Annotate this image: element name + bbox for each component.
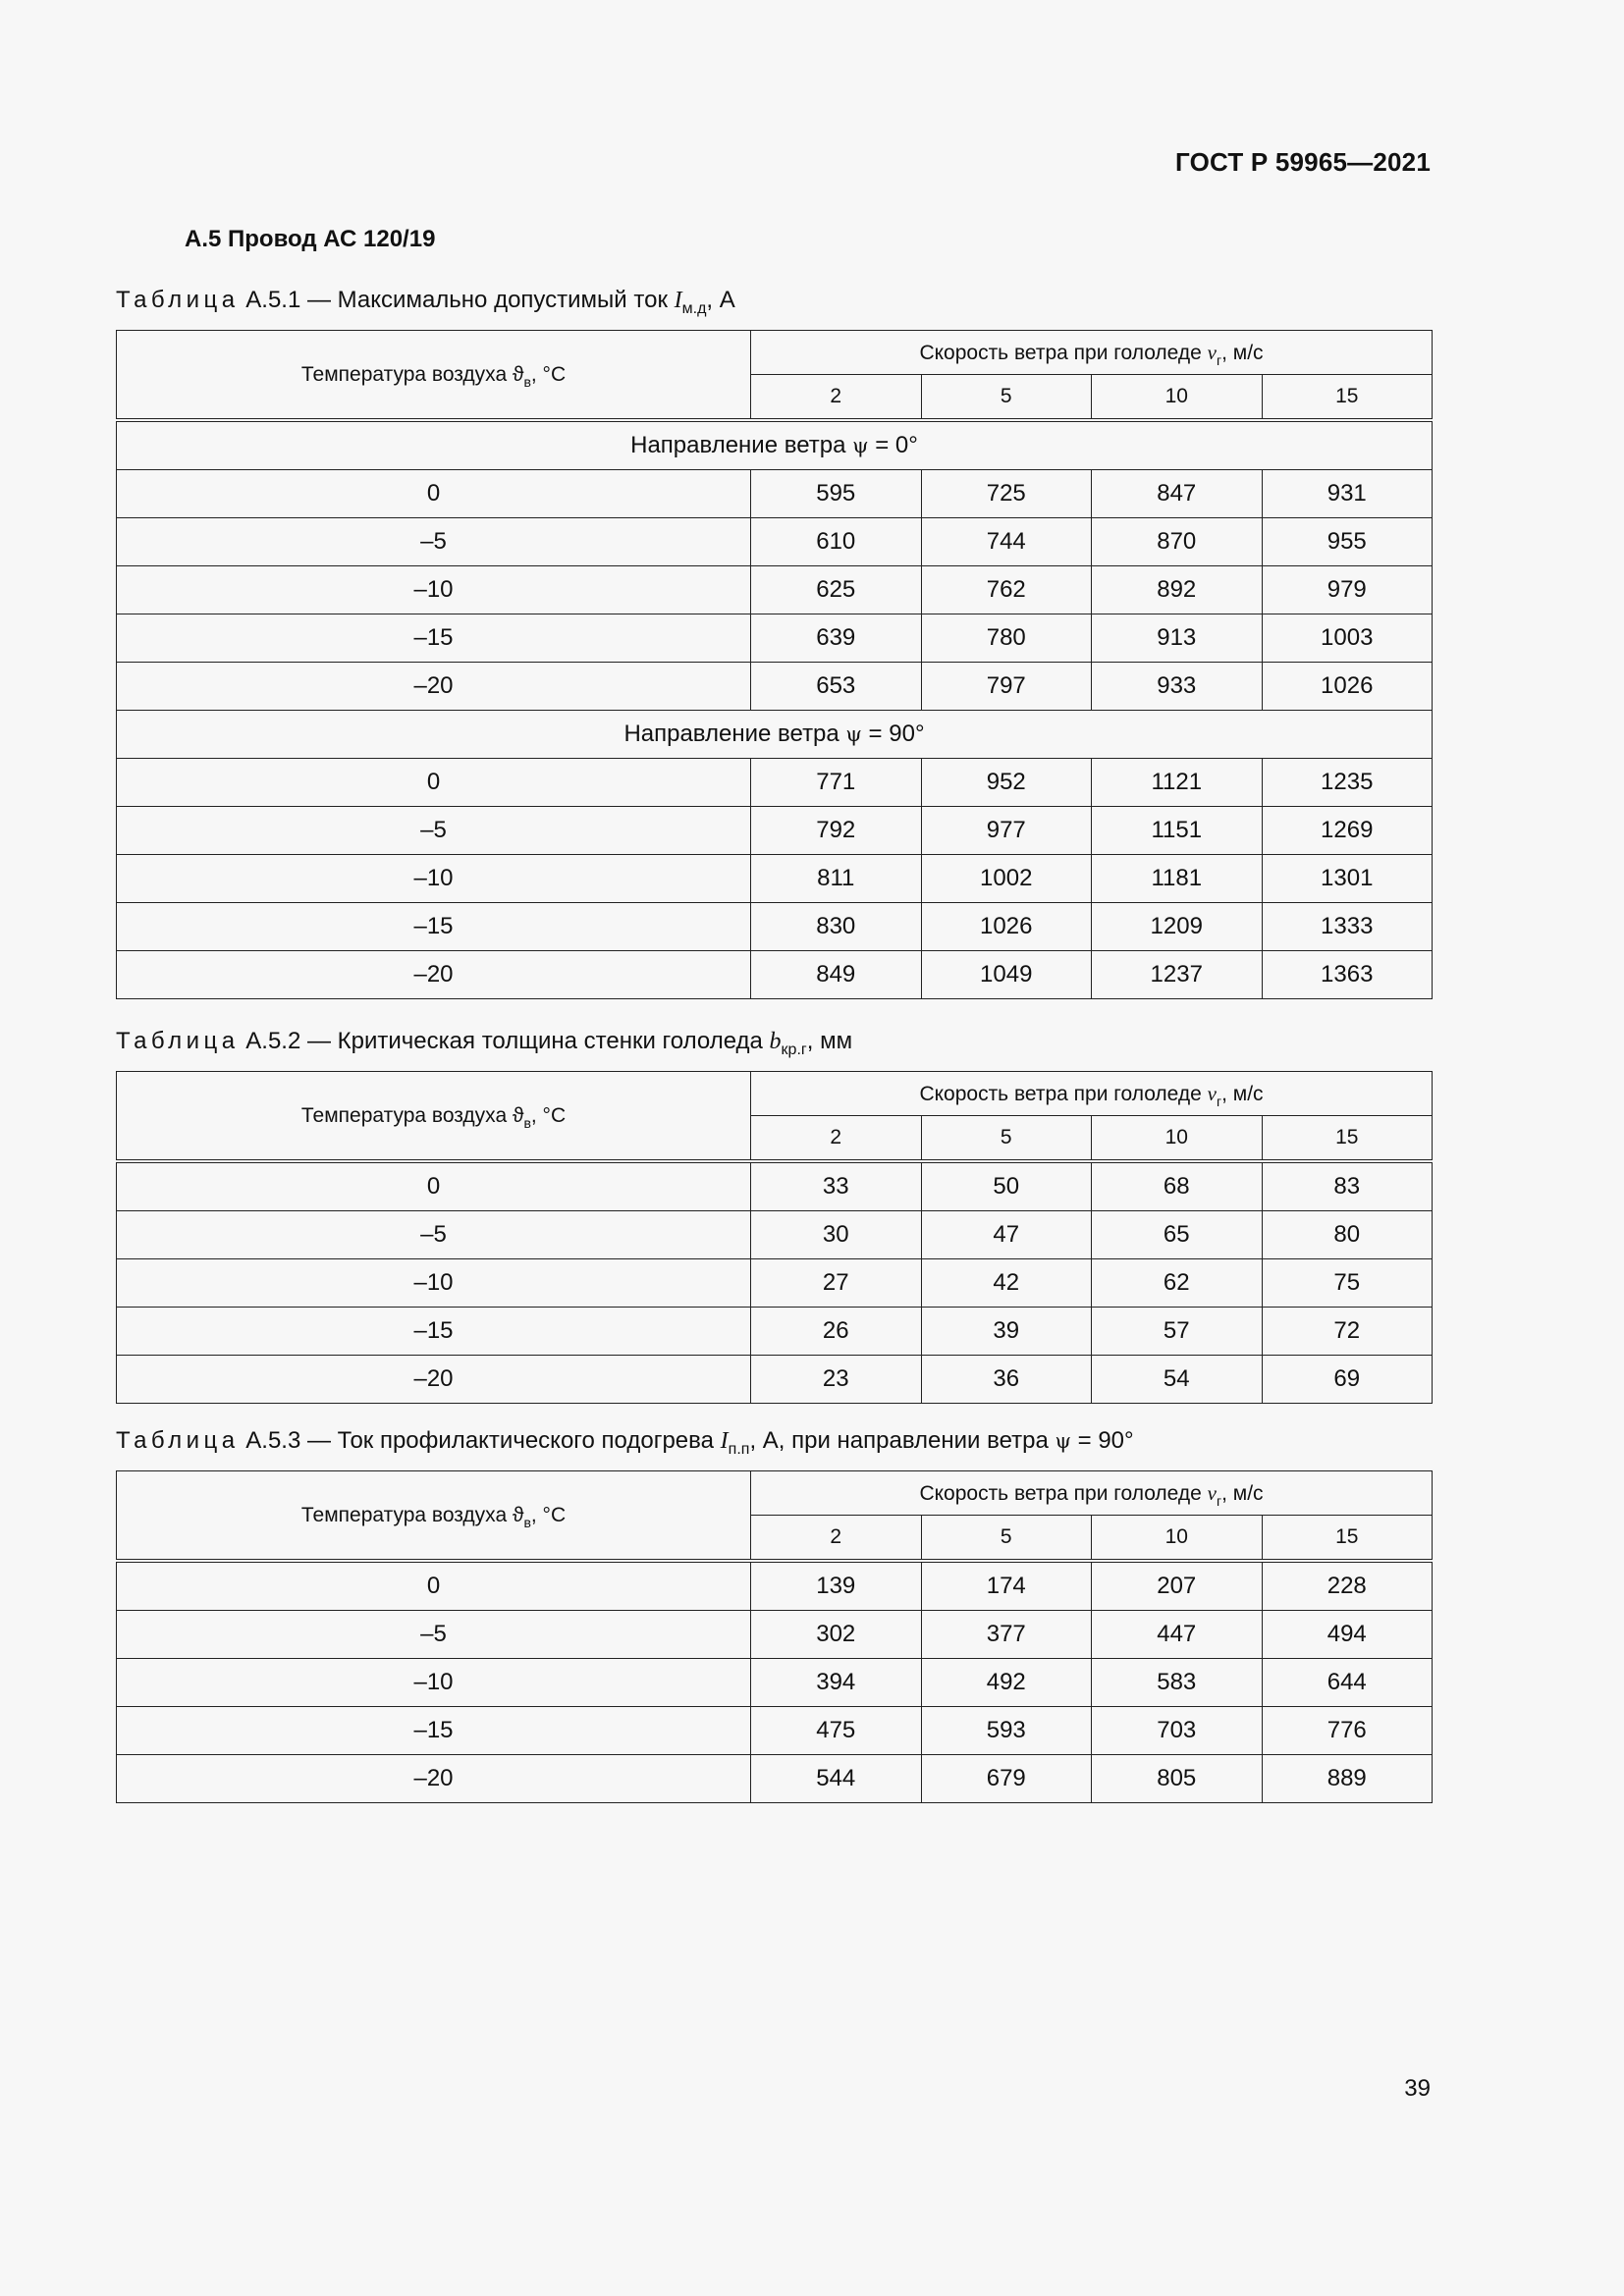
caption-tail: , мм	[806, 1028, 853, 1054]
header-row	[117, 1471, 1433, 1516]
page-number: 39	[1404, 2075, 1431, 2102]
value-cell: 1002	[921, 855, 1092, 903]
value-cell: 54	[1092, 1356, 1263, 1404]
temperature-cell: –15	[117, 903, 751, 951]
speed-value: 2	[751, 1516, 922, 1562]
value-cell: 494	[1262, 1611, 1433, 1659]
psi-symbol: ψ	[845, 722, 862, 746]
speed-value: 2	[751, 1116, 922, 1162]
temperature-cell: –15	[117, 1707, 751, 1755]
table-row	[117, 1659, 1433, 1707]
group-label-prefix: Направление ветра	[623, 721, 846, 747]
speed-variable: v	[1207, 1081, 1217, 1105]
value-cell: 780	[921, 614, 1092, 663]
caption-variable: b	[769, 1029, 782, 1054]
value-cell: 42	[921, 1259, 1092, 1308]
temperature-column-header	[117, 1072, 751, 1162]
value-cell: 65	[1092, 1211, 1263, 1259]
value-cell: 57	[1092, 1308, 1263, 1356]
temp-unit: , °С	[530, 1103, 567, 1127]
temperature-cell: –20	[117, 1755, 751, 1803]
value-cell: 931	[1262, 470, 1433, 518]
value-cell: 68	[1092, 1161, 1263, 1211]
speed-value: 2	[751, 375, 922, 421]
table-row	[117, 518, 1433, 566]
table-row	[117, 1707, 1433, 1755]
psi-symbol: ψ	[1055, 1429, 1071, 1453]
value-cell: 830	[751, 903, 922, 951]
temperature-cell: –10	[117, 1259, 751, 1308]
temp-unit: , °С	[530, 362, 567, 386]
speed-variable: v	[1207, 340, 1217, 364]
value-cell: 797	[921, 663, 1092, 711]
value-cell: 1121	[1092, 759, 1263, 807]
value-cell: 744	[921, 518, 1092, 566]
value-cell: 1333	[1262, 903, 1433, 951]
speed-value: 5	[921, 1516, 1092, 1562]
psi-symbol: ψ	[852, 434, 869, 457]
value-cell: 703	[1092, 1707, 1263, 1755]
wind-direction-label	[117, 420, 1433, 470]
value-cell: 394	[751, 1659, 922, 1707]
temperature-cell: 0	[117, 1161, 751, 1211]
header-row	[117, 1072, 1433, 1116]
temperature-cell: –5	[117, 518, 751, 566]
value-cell: 1181	[1092, 855, 1263, 903]
value-cell: 492	[921, 1659, 1092, 1707]
value-cell: 1026	[1262, 663, 1433, 711]
speed-variable: v	[1207, 1480, 1217, 1505]
temp-subscript: в	[523, 1114, 531, 1131]
speed-unit: , м/с	[1221, 1082, 1264, 1105]
table-row	[117, 951, 1433, 999]
value-cell: 80	[1262, 1211, 1433, 1259]
speed-label: Скорость ветра при гололеде	[919, 1082, 1208, 1105]
value-cell: 1209	[1092, 903, 1263, 951]
value-cell: 207	[1092, 1561, 1263, 1611]
temp-unit: , °С	[530, 1503, 567, 1526]
value-cell: 447	[1092, 1611, 1263, 1659]
value-cell: 892	[1092, 566, 1263, 614]
value-cell: 30	[751, 1211, 922, 1259]
temperature-column-header	[117, 331, 751, 421]
speed-value: 15	[1262, 375, 1433, 421]
table-row	[117, 807, 1433, 855]
value-cell: 870	[1092, 518, 1263, 566]
caption-subscript: п.п	[728, 1440, 750, 1458]
value-cell: 1363	[1262, 951, 1433, 999]
table-row	[117, 855, 1433, 903]
value-cell: 83	[1262, 1161, 1433, 1211]
value-cell: 1003	[1262, 614, 1433, 663]
caption-subscript: кр.г	[781, 1041, 807, 1058]
caption-mid: , А, при направлении ветра	[749, 1427, 1056, 1454]
value-cell: 139	[751, 1561, 922, 1611]
document-id: ГОСТ Р 59965—2021	[1175, 147, 1431, 177]
value-cell: 72	[1262, 1308, 1433, 1356]
value-cell: 33	[751, 1161, 922, 1211]
value-cell: 1301	[1262, 855, 1433, 903]
value-cell: 762	[921, 566, 1092, 614]
value-cell: 1237	[1092, 951, 1263, 999]
table-row	[117, 470, 1433, 518]
caption-variable: I	[720, 1428, 729, 1454]
group-label-suffix: = 0°	[868, 432, 918, 458]
wind-speed-header	[751, 331, 1433, 375]
caption-text: — Максимально допустимый ток	[300, 287, 675, 313]
caption-word: Таблица	[116, 1028, 240, 1054]
value-cell: 544	[751, 1755, 922, 1803]
speed-value: 5	[921, 1116, 1092, 1162]
value-cell: 955	[1262, 518, 1433, 566]
caption-text: — Ток профилактического подогрева	[300, 1427, 721, 1454]
value-cell: 610	[751, 518, 922, 566]
temperature-cell: –15	[117, 1308, 751, 1356]
header-row	[117, 331, 1433, 375]
speed-unit: , м/с	[1221, 341, 1264, 364]
temperature-cell: –5	[117, 1211, 751, 1259]
value-cell: 977	[921, 807, 1092, 855]
value-cell: 27	[751, 1259, 922, 1308]
table-2-caption	[116, 1028, 852, 1059]
value-cell: 979	[1262, 566, 1433, 614]
value-cell: 26	[751, 1308, 922, 1356]
table-3	[116, 1470, 1433, 1803]
value-cell: 36	[921, 1356, 1092, 1404]
group-label-prefix: Направление ветра	[630, 432, 853, 458]
caption-tail: , А	[706, 287, 735, 313]
value-cell: 889	[1262, 1755, 1433, 1803]
value-cell: 653	[751, 663, 922, 711]
table-1	[116, 330, 1433, 999]
value-cell: 644	[1262, 1659, 1433, 1707]
temperature-cell: –20	[117, 663, 751, 711]
speed-value: 5	[921, 375, 1092, 421]
caption-id: А.5.3	[245, 1427, 301, 1454]
value-cell: 811	[751, 855, 922, 903]
value-cell: 913	[1092, 614, 1263, 663]
value-cell: 679	[921, 1755, 1092, 1803]
table-row	[117, 759, 1433, 807]
temperature-cell: –5	[117, 1611, 751, 1659]
caption-variable: I	[674, 288, 682, 313]
speed-label: Скорость ветра при гололеде	[919, 1481, 1208, 1505]
temp-subscript: в	[523, 373, 531, 390]
value-cell: 771	[751, 759, 922, 807]
caption-tail: = 90°	[1070, 1427, 1134, 1454]
temperature-cell: –20	[117, 1356, 751, 1404]
wind-speed-header	[751, 1072, 1433, 1116]
value-cell: 1235	[1262, 759, 1433, 807]
value-cell: 23	[751, 1356, 922, 1404]
speed-value: 10	[1092, 375, 1263, 421]
caption-id: А.5.2	[245, 1028, 301, 1054]
value-cell: 583	[1092, 1659, 1263, 1707]
value-cell: 595	[751, 470, 922, 518]
value-cell: 47	[921, 1211, 1092, 1259]
speed-label: Скорость ветра при гололеде	[919, 341, 1208, 364]
caption-subscript: м.д	[681, 299, 707, 317]
table-row	[117, 903, 1433, 951]
value-cell: 39	[921, 1308, 1092, 1356]
table-row	[117, 1755, 1433, 1803]
temperature-cell: 0	[117, 1561, 751, 1611]
speed-value: 15	[1262, 1516, 1433, 1562]
value-cell: 933	[1092, 663, 1263, 711]
value-cell: 805	[1092, 1755, 1263, 1803]
speed-value: 15	[1262, 1116, 1433, 1162]
table-row	[117, 1356, 1433, 1404]
value-cell: 62	[1092, 1259, 1263, 1308]
group-row	[117, 420, 1433, 470]
group-label-suffix: = 90°	[861, 721, 925, 747]
temperature-cell: –10	[117, 855, 751, 903]
table-row	[117, 1308, 1433, 1356]
value-cell: 639	[751, 614, 922, 663]
speed-subscript: г	[1216, 1093, 1222, 1109]
caption-word: Таблица	[116, 287, 240, 313]
value-cell: 475	[751, 1707, 922, 1755]
table-row	[117, 1611, 1433, 1659]
value-cell: 593	[921, 1707, 1092, 1755]
table-row	[117, 1561, 1433, 1611]
wind-speed-header	[751, 1471, 1433, 1516]
caption-text: — Критическая толщина стенки гололеда	[300, 1028, 770, 1054]
value-cell: 174	[921, 1561, 1092, 1611]
speed-subscript: г	[1216, 351, 1222, 368]
group-row	[117, 711, 1433, 759]
table-2	[116, 1071, 1433, 1404]
temp-label: Температура воздуха ϑ	[300, 1503, 524, 1526]
value-cell: 776	[1262, 1707, 1433, 1755]
temperature-cell: 0	[117, 759, 751, 807]
table-row	[117, 663, 1433, 711]
value-cell: 50	[921, 1161, 1092, 1211]
caption-word: Таблица	[116, 1427, 240, 1454]
speed-unit: , м/с	[1221, 1481, 1264, 1505]
value-cell: 849	[751, 951, 922, 999]
value-cell: 847	[1092, 470, 1263, 518]
value-cell: 69	[1262, 1356, 1433, 1404]
temperature-cell: 0	[117, 470, 751, 518]
temperature-cell: –20	[117, 951, 751, 999]
speed-subscript: г	[1216, 1492, 1222, 1509]
value-cell: 1049	[921, 951, 1092, 999]
speed-value: 10	[1092, 1116, 1263, 1162]
speed-value: 10	[1092, 1516, 1263, 1562]
temperature-cell: –10	[117, 566, 751, 614]
value-cell: 75	[1262, 1259, 1433, 1308]
table-row	[117, 1161, 1433, 1211]
value-cell: 952	[921, 759, 1092, 807]
temperature-cell: –10	[117, 1659, 751, 1707]
value-cell: 1026	[921, 903, 1092, 951]
temperature-cell: –15	[117, 614, 751, 663]
temperature-cell: –5	[117, 807, 751, 855]
table-row	[117, 1259, 1433, 1308]
table-1-caption	[116, 287, 735, 318]
section-title: А.5 Провод АС 120/19	[185, 226, 436, 252]
value-cell: 625	[751, 566, 922, 614]
value-cell: 1151	[1092, 807, 1263, 855]
table-row	[117, 566, 1433, 614]
value-cell: 377	[921, 1611, 1092, 1659]
table-row	[117, 614, 1433, 663]
caption-id: А.5.1	[245, 287, 301, 313]
temperature-column-header	[117, 1471, 751, 1562]
value-cell: 228	[1262, 1561, 1433, 1611]
table-3-caption	[116, 1427, 1134, 1459]
temp-label: Температура воздуха ϑ	[300, 1103, 524, 1127]
temp-label: Температура воздуха ϑ	[300, 362, 524, 386]
value-cell: 302	[751, 1611, 922, 1659]
table-row	[117, 1211, 1433, 1259]
value-cell: 1269	[1262, 807, 1433, 855]
value-cell: 725	[921, 470, 1092, 518]
wind-direction-label	[117, 711, 1433, 759]
temp-subscript: в	[523, 1514, 531, 1530]
value-cell: 792	[751, 807, 922, 855]
